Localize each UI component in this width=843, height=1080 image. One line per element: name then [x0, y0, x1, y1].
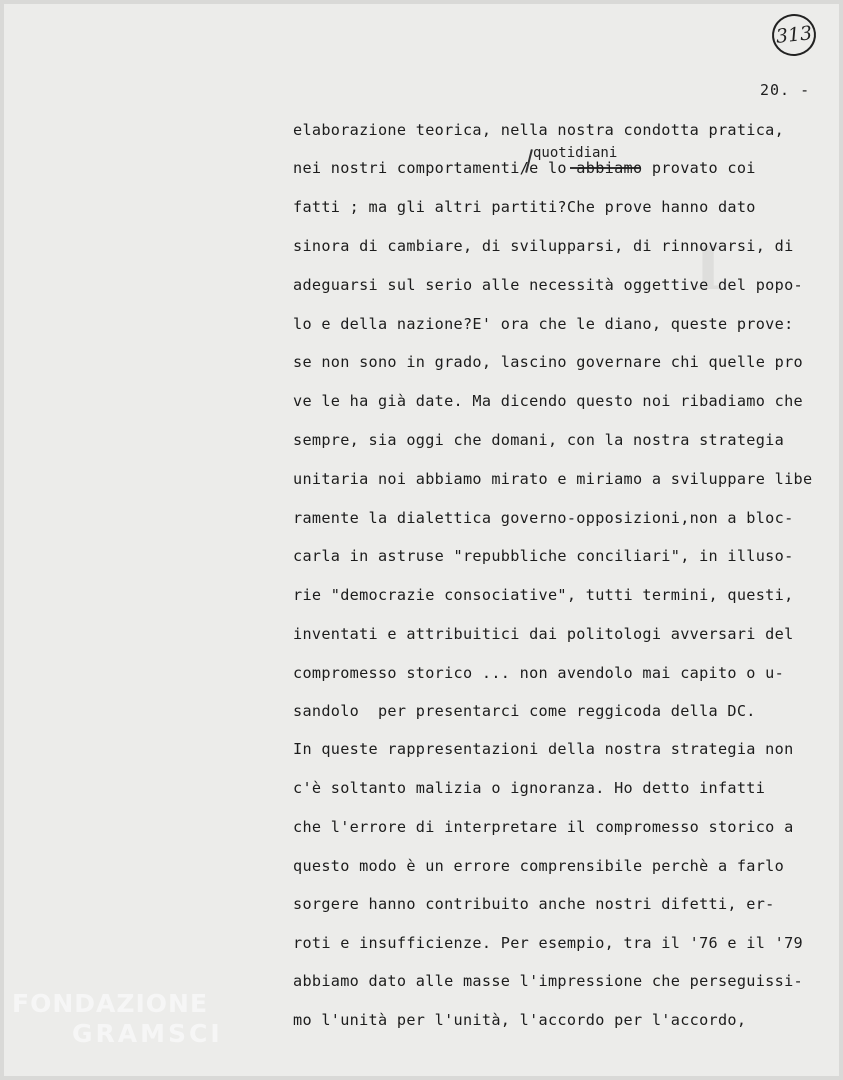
- text-line: sempre, sia oggi che domani, con la nostra strategia: [293, 431, 785, 449]
- handwritten-insertion: quotidiani: [533, 145, 618, 161]
- text-line: ramente la dialettica governo-opposizioni,non a bloc-: [293, 509, 794, 527]
- text-line: carla in astruse "repubbliche conciliari", in illuso-: [293, 547, 794, 565]
- text-line: sorgere hanno contribuito anche nostri difetti, er-: [293, 895, 775, 913]
- bleed-through-mark: I: [694, 234, 723, 304]
- text-line: abbiamo dato alle masse l'impressione che perseguissi-: [293, 972, 803, 990]
- text-line: ve le ha già date. Ma dicendo questo noi ribadiamo che: [293, 392, 803, 410]
- text-line: inventati e attribuitici dai politologi avversari del: [293, 625, 794, 643]
- text-line: sandolo per presentarci come reggicoda della DC.: [293, 702, 756, 720]
- archive-page-stamp: [770, 12, 818, 58]
- text-line: unitaria noi abbiamo mirato e miriamo a sviluppare libe: [293, 470, 813, 488]
- text-line: c'è soltanto malizia o ignoranza. Ho detto infatti: [293, 779, 766, 797]
- document-page: [4, 4, 839, 1076]
- text-line: questo modo è un errore comprensibile perchè a farlo: [293, 857, 785, 875]
- text-line: roti e insufficienze. Per esempio, tra il '76 e il '79: [293, 934, 803, 952]
- watermark-line-1: FONDAZIONE: [12, 989, 209, 1018]
- page-number: 20. -: [760, 81, 811, 99]
- archive-stamp-number: 313: [774, 22, 814, 48]
- text-line: In queste rappresentazioni della nostra strategia non: [293, 740, 794, 758]
- text-line: adeguarsi sul serio alle necessità oggettive del popo-: [293, 276, 803, 294]
- text-line: elaborazione teorica, nella nostra condotta pratica,: [293, 121, 785, 139]
- text-line: lo e della nazione?E' ora che le diano, queste prove:: [293, 315, 794, 333]
- text-line: se non sono in grado, lascino governare chi quelle pro: [293, 353, 803, 371]
- text-line: mo l'unità per l'unità, l'accordo per l'accordo,: [293, 1011, 747, 1029]
- text-line: nei nostri comportamenti/e lo abbiamo provato coi: [293, 159, 756, 177]
- text-line: che l'errore di interpretare il compromesso storico a: [293, 818, 794, 836]
- watermark-line-2: GRAMSCI: [72, 1019, 223, 1048]
- text-line: compromesso storico ... non avendolo mai capito o u-: [293, 664, 785, 682]
- text-line: fatti ; ma gli altri partiti?Che prove hanno dato: [293, 198, 756, 216]
- text-line: sinora di cambiare, di svilupparsi, di rinnovarsi, di: [293, 237, 794, 255]
- archive-watermark: [12, 989, 223, 1049]
- text-line: rie "democrazie consociative", tutti termini, questi,: [293, 586, 794, 604]
